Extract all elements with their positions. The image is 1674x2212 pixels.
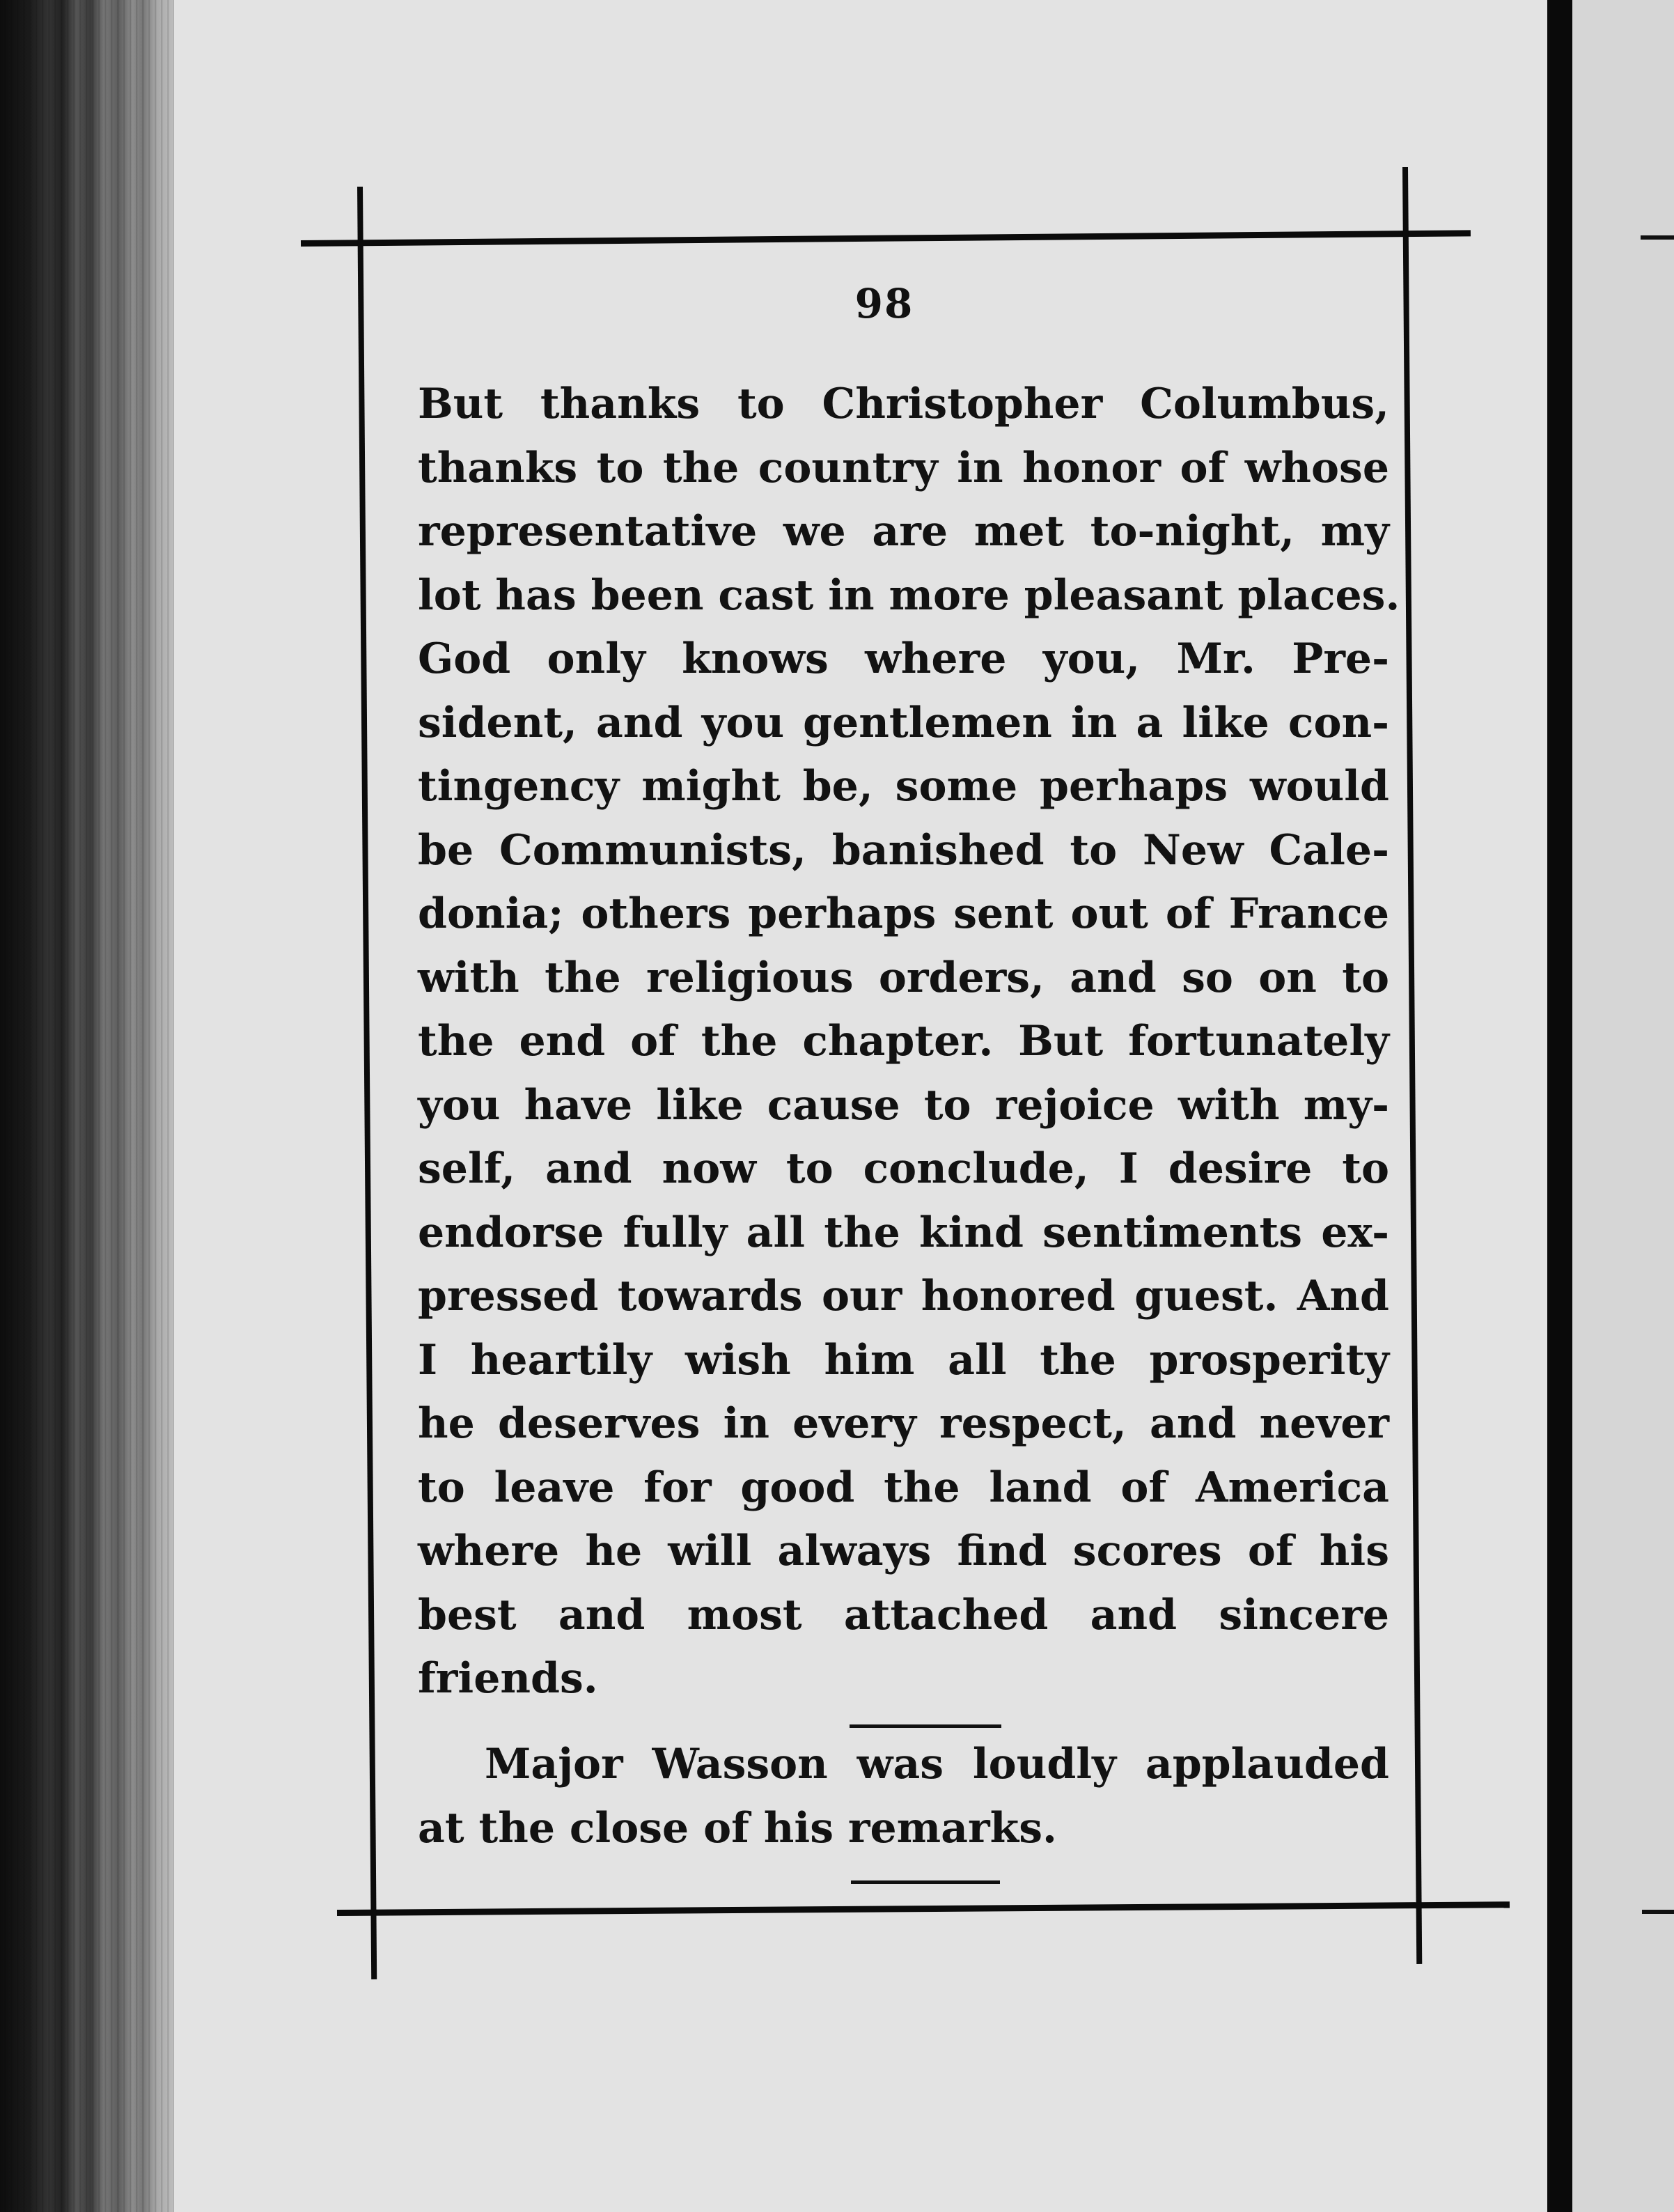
section-separator-top [850, 1724, 1001, 1728]
body-line: pressed towards our honored guest. And [418, 1272, 1389, 1321]
next-page-rule-top [1641, 235, 1674, 240]
closing-paragraph [418, 1733, 1389, 1860]
body-line: he deserves in every respect, and never [418, 1399, 1389, 1448]
book-page-edges [0, 0, 174, 2212]
book-gutter [1547, 0, 1572, 2212]
body-line: best and most attached and sincere [418, 1590, 1389, 1639]
body-line: But thanks to Christopher Columbus, [418, 380, 1389, 428]
body-line: with the religious orders, and so on to [418, 953, 1389, 1002]
body-line: I heartily wish him all the prosperity [418, 1335, 1389, 1385]
body-line: donia; others perhaps sent out of France [418, 889, 1389, 938]
body-line: to leave for good the land of America [418, 1463, 1389, 1512]
body-paragraph [418, 373, 1400, 1711]
page-number: 98 [854, 280, 914, 327]
body-line: you have like cause to rejoice with my- [418, 1080, 1389, 1130]
body-line: representative we are met to-night, my [418, 507, 1389, 556]
body-line: thanks to the country in honor of whose [418, 443, 1389, 492]
closing-line: Major Wasson was loudly applauded [485, 1740, 1389, 1789]
next-page-rule-bottom [1642, 1910, 1674, 1914]
body-line: friends. [418, 1654, 598, 1703]
body-line: tingency might be, some perhaps would [418, 762, 1389, 811]
body-line: self, and now to conclude, I desire to [418, 1144, 1389, 1193]
body-line: be Communists, banished to New Cale- [418, 825, 1389, 875]
closing-line: at the close of his remarks. [418, 1803, 1057, 1853]
body-line: the end of the chapter. But fortunately [418, 1017, 1389, 1066]
section-separator-bottom [851, 1880, 1000, 1884]
body-line: sident, and you gentlemen in a like con- [418, 698, 1389, 747]
next-page-edge [1572, 0, 1674, 2212]
body-line: where he will always find scores of his [418, 1527, 1389, 1575]
body-line: lot has been cast in more pleasant places. [418, 570, 1400, 620]
body-line: endorse fully all the kind sentiments ex- [418, 1208, 1389, 1257]
body-line: God only knows where you, Mr. Pre- [418, 634, 1389, 683]
